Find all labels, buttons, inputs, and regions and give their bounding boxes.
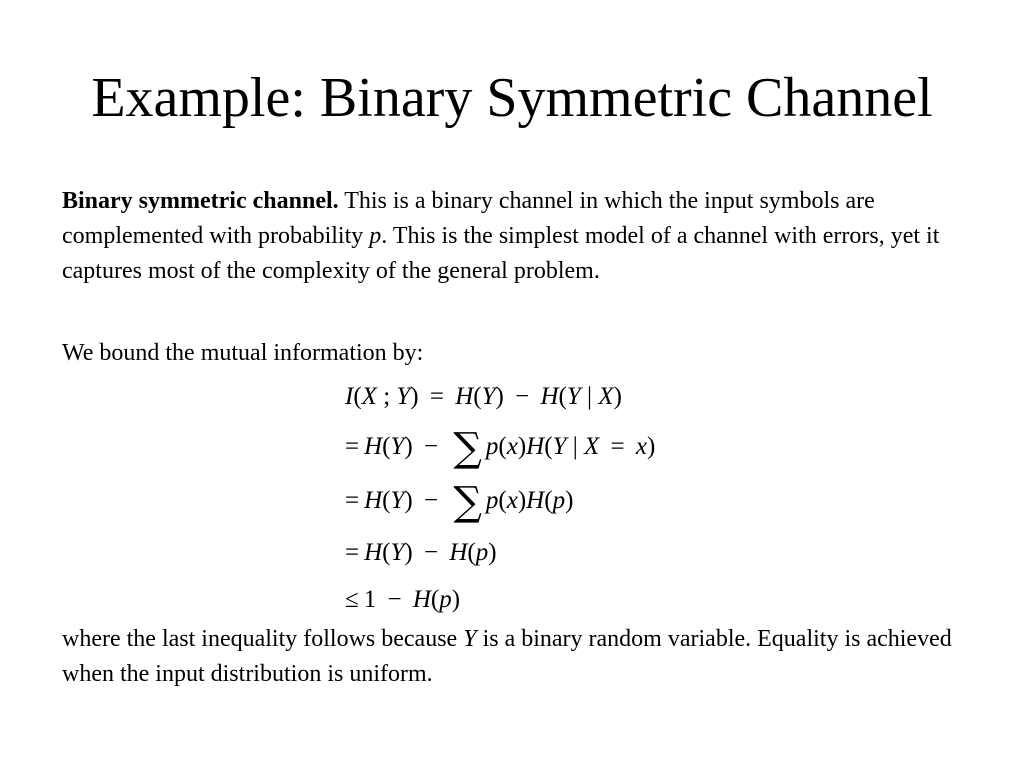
math-symbol: − xyxy=(508,383,536,410)
math-symbol: Y xyxy=(552,433,567,460)
math-symbol: ; xyxy=(376,383,397,410)
math-symbol: X xyxy=(361,383,377,410)
math-symbol: ( xyxy=(382,487,391,514)
math-symbol: ) xyxy=(646,433,656,460)
equation-4 xyxy=(345,536,497,570)
math-symbol: ) xyxy=(404,487,413,514)
math-symbol: ) xyxy=(613,383,622,410)
math-symbol: x xyxy=(506,487,518,514)
math-symbol: Y xyxy=(390,539,405,566)
math-symbol: ( xyxy=(498,487,507,514)
math-symbol: ( xyxy=(467,539,476,566)
math-symbol: ( xyxy=(473,383,482,410)
conclusion-text-after-y: is a binary random variable. Equality is achieved when the input distribution is uniform. xyxy=(62,626,952,687)
equation-2 xyxy=(345,425,656,471)
math-symbol: − xyxy=(417,539,445,566)
math-symbol: Y xyxy=(566,383,581,410)
slide-title: Example: Binary Symmetric Channel xyxy=(91,67,933,129)
math-symbol: H xyxy=(364,487,383,514)
math-symbol: H xyxy=(412,586,431,613)
math-symbol: ) xyxy=(565,487,574,514)
math-symbol: − xyxy=(417,433,445,460)
math-symbol: − xyxy=(381,586,408,613)
math-symbol: ) xyxy=(404,433,413,460)
math-symbol: ( xyxy=(353,383,362,410)
math-symbol: ) xyxy=(451,586,461,613)
conclusion-paragraph xyxy=(62,622,967,692)
intro-paragraph xyxy=(62,184,967,289)
math-symbol: ( xyxy=(544,433,553,460)
conclusion-y-symbol: Y xyxy=(463,626,477,652)
math-symbol: p xyxy=(475,539,489,566)
math-symbol: ) xyxy=(517,433,527,460)
intro-bold-term: Binary symmetric channel. xyxy=(62,188,339,214)
math-symbol: ) xyxy=(404,539,413,566)
math-symbol: x xyxy=(635,433,647,460)
math-symbol: Y xyxy=(390,487,405,514)
math-symbol: | xyxy=(580,383,599,410)
math-symbol: ) xyxy=(410,383,419,410)
math-symbol: p xyxy=(485,487,499,514)
math-symbol: x xyxy=(506,433,518,460)
equation-5 xyxy=(345,583,460,617)
math-symbol: 1 xyxy=(363,586,377,613)
conclusion-text-before-y: where the last inequality follows because xyxy=(62,626,464,652)
math-symbol: ( xyxy=(382,433,391,460)
math-symbol: Y xyxy=(481,383,496,410)
math-symbol: H xyxy=(526,487,545,514)
summation-symbol: ∑ xyxy=(453,479,482,525)
intro-p-symbol: p xyxy=(369,223,382,249)
math-symbol: ( xyxy=(558,383,567,410)
equation-3 xyxy=(345,479,574,525)
math-symbol: H xyxy=(455,383,474,410)
math-symbol: p xyxy=(485,433,499,460)
math-symbol: Y xyxy=(396,383,411,410)
math-symbol: X xyxy=(598,383,614,410)
math-symbol: H xyxy=(364,433,383,460)
math-symbol: = xyxy=(345,539,360,566)
math-symbol: ( xyxy=(382,539,391,566)
equation-1 xyxy=(345,380,622,414)
math-symbol: = xyxy=(345,487,360,514)
math-symbol: X xyxy=(583,433,600,460)
math-symbol: H xyxy=(526,433,545,460)
math-symbol: ( xyxy=(544,487,553,514)
math-symbol: = xyxy=(423,383,451,410)
math-symbol: H xyxy=(540,383,559,410)
math-symbol: = xyxy=(604,433,631,460)
math-symbol: ) xyxy=(517,487,527,514)
math-symbol: H xyxy=(449,539,468,566)
math-symbol: | xyxy=(566,433,584,460)
bound-intro: We bound the mutual information by: xyxy=(62,340,424,366)
math-symbol: ≤ xyxy=(345,586,359,613)
math-symbol: p xyxy=(439,586,452,613)
math-symbol: ( xyxy=(430,586,440,613)
math-symbol: ) xyxy=(488,539,497,566)
math-symbol: − xyxy=(417,487,445,514)
math-symbol: p xyxy=(552,487,566,514)
math-symbol: ) xyxy=(495,383,504,410)
intro-text-after-p: . This is the simplest model of a channel with errors, yet it captures most of the complexity of the general problem. xyxy=(62,223,940,284)
math-symbol: H xyxy=(364,539,383,566)
math-symbol: ( xyxy=(498,433,507,460)
summation-symbol: ∑ xyxy=(453,425,482,471)
math-symbol: I xyxy=(345,383,354,410)
math-symbol: Y xyxy=(390,433,405,460)
intro-text-before-p: This is a binary channel in which the input symbols are complemented with probability xyxy=(62,188,875,249)
math-symbol: = xyxy=(345,433,360,460)
